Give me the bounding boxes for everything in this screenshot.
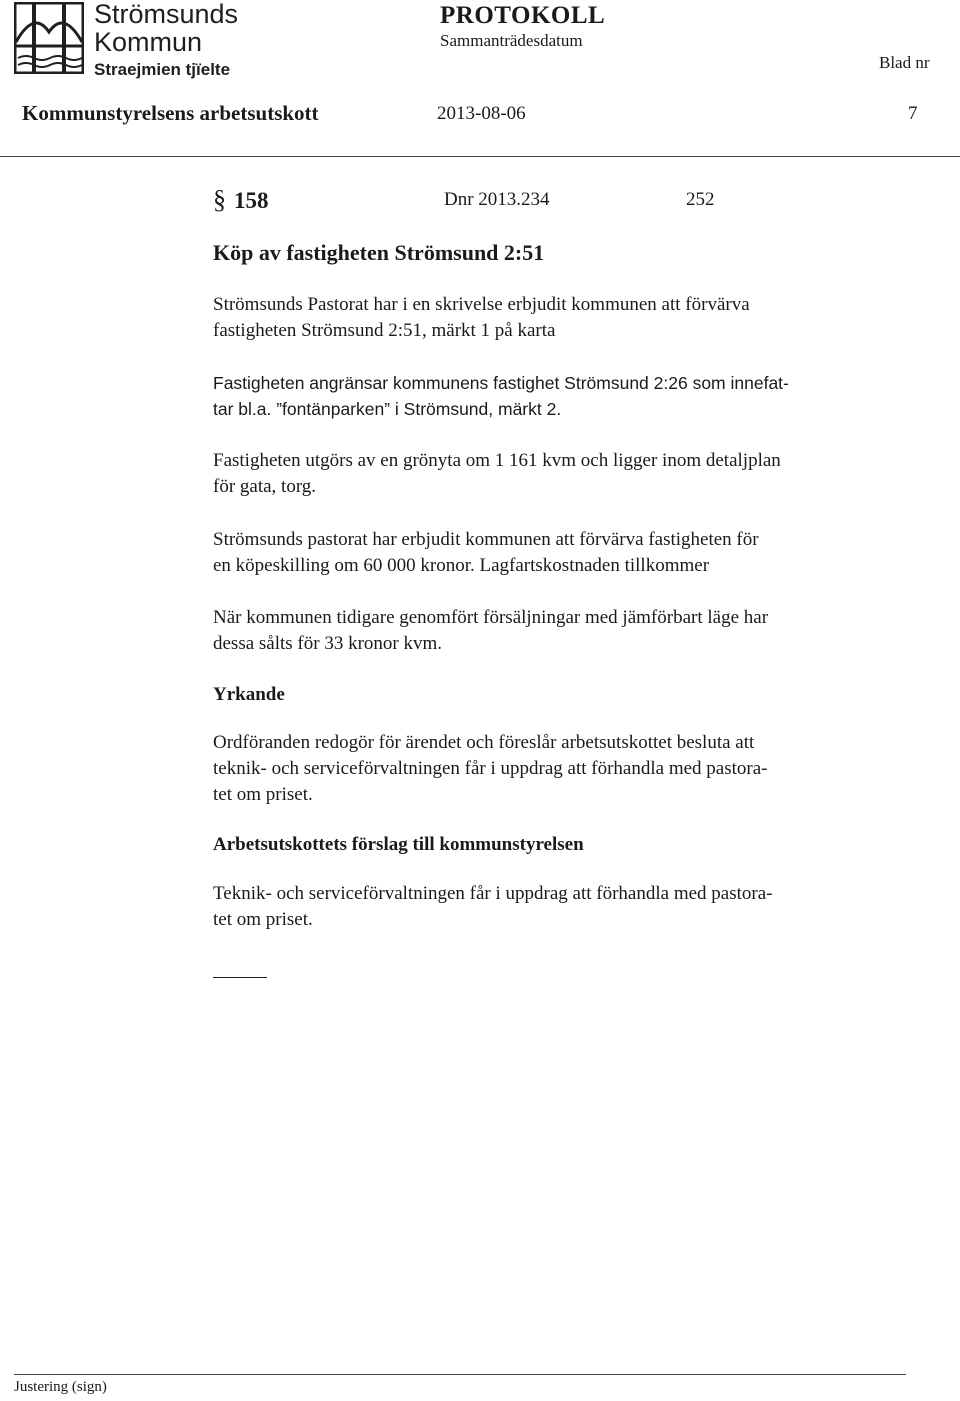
paragraph-4-line: en köpeskilling om 60 000 kronor. Lagfartskostnaden tillkommer (213, 555, 710, 576)
paragraph-6-line: Ordföranden redogör för ärendet och föreslår arbetsutskottet besluta att (213, 732, 755, 753)
paragraph-4-line: Strömsunds pastorat har erbjudit kommunen att förvärva fastigheten för (213, 529, 759, 550)
paragraph-number (213, 185, 269, 215)
header-divider (0, 156, 960, 157)
item-title: Köp av fastigheten Strömsund 2:51 (213, 240, 545, 265)
yrkande-heading: Yrkande (213, 684, 285, 705)
meeting-date: 2013-08-06 (437, 103, 526, 124)
paragraph-3 (213, 448, 913, 500)
paragraph-7-line: Teknik- och serviceförvaltningen får i uppdrag att förhandla med pastora- (213, 883, 773, 904)
paragraph-1-line: fastigheten Strömsund 2:51, märkt 1 på karta (213, 320, 556, 341)
paragraph-1 (213, 292, 913, 344)
diary-number: Dnr 2013.234 (444, 189, 550, 210)
logo-line-2: Kommun (94, 27, 203, 57)
diary-code: 252 (686, 189, 715, 210)
paragraph-2-line: tar bl.a. ”fontänparken” i Strömsund, märkt 2. (213, 399, 562, 419)
paragraph-3-line: för gata, torg. (213, 476, 317, 497)
paragraph-2-line: Fastigheten angränsar kommunens fastighet Strömsund 2:26 som innefat- (213, 373, 789, 393)
end-of-item-rule (213, 977, 267, 978)
proposal-heading: Arbetsutskottets förslag till kommunstyrelsen (213, 834, 584, 855)
paragraph-6-line: teknik- och serviceförvaltningen får i uppdrag att förhandla med pastora- (213, 758, 768, 779)
paragraph-number-value: 158 (234, 188, 269, 213)
sheet-number-label: Blad nr (879, 53, 930, 72)
bridge-logo-icon (14, 2, 84, 74)
paragraph-2 (213, 370, 913, 422)
paragraph-symbol: § (213, 185, 226, 214)
paragraph-5-line: dessa sålts för 33 kronor kvm. (213, 633, 443, 654)
paragraph-6 (213, 730, 913, 808)
paragraph-3-line: Fastigheten utgörs av en grönyta om 1 161 kvm och ligger inom detaljplan (213, 450, 781, 471)
justering-label: Justering (sign) (14, 1379, 107, 1395)
paragraph-5-line: När kommunen tidigare genomfört försäljningar med jämförbart läge har (213, 607, 769, 628)
paragraph-1-line: Strömsunds Pastorat har i en skrivelse erbjudit kommunen att förvärva (213, 294, 750, 315)
paragraph-4 (213, 527, 913, 579)
meeting-date-label: Sammanträdesdatum (440, 31, 583, 50)
logo-line-1: Strömsunds (94, 0, 239, 29)
page-number: 7 (908, 103, 918, 124)
logo-line-3: Straejmien tjïelte (94, 60, 231, 79)
logo-wordmark (94, 0, 238, 80)
paragraph-6-line: tet om priset. (213, 784, 313, 805)
document-type: PROTOKOLL (440, 2, 606, 29)
paragraph-7 (213, 881, 913, 933)
organization-name: Kommunstyrelsens arbetsutskott (22, 101, 319, 125)
municipality-logo (14, 2, 244, 82)
paragraph-5 (213, 605, 913, 657)
footer-divider (14, 1374, 906, 1375)
paragraph-7-line: tet om priset. (213, 909, 313, 930)
